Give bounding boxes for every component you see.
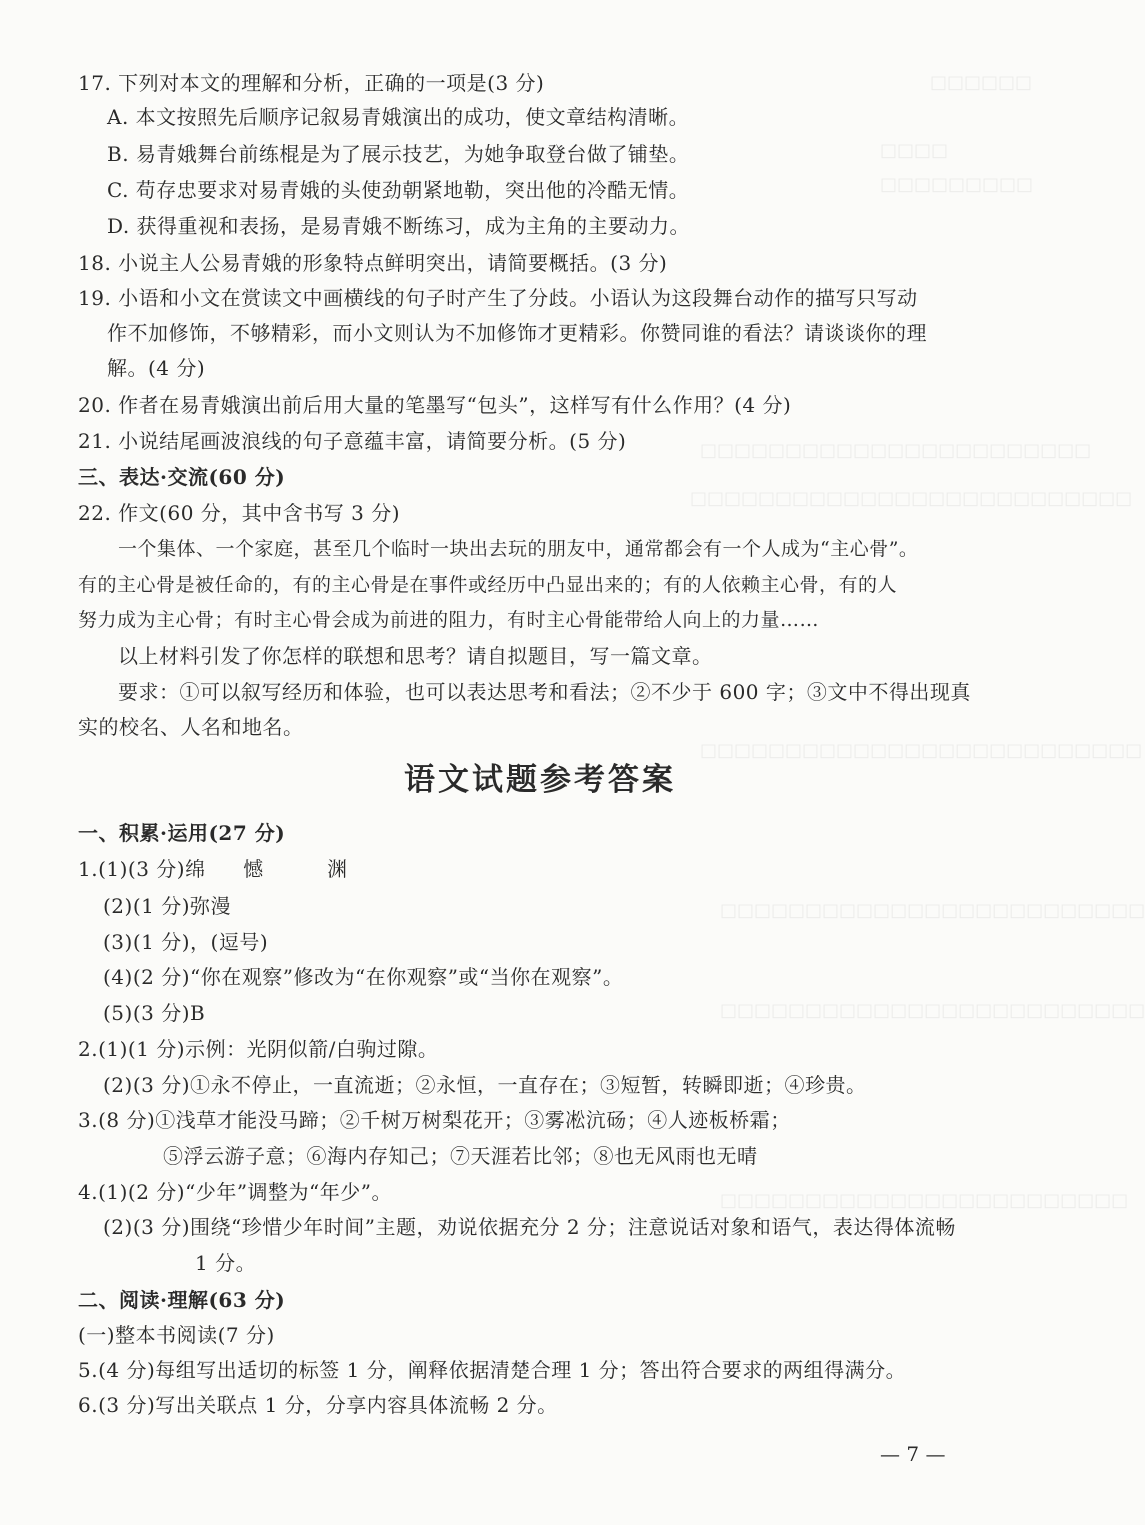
essay-requirements-line-1: 要求：①可以叙写经历和体验，也可以表达思考和看法；②不少于 600 字；③文中不得出现真 xyxy=(118,680,971,704)
answer-subsection-whole-book: (一)整本书阅读(7 分) xyxy=(78,1323,275,1347)
answer-key-title: 语文试题参考答案 xyxy=(404,762,676,798)
answer-1-1-word-3: 渊 xyxy=(327,857,348,881)
q17-option-a: A. 本文按照先后顺序记叙易青娥演出的成功，使文章结构清晰。 xyxy=(107,105,690,129)
answer-3-line-1: 3.(8 分)①浅草才能没马蹄；②千树万树梨花开；③雾凇沆砀；④人迹板桥霜； xyxy=(78,1108,791,1132)
answer-2-2: (2)(3 分)①永不停止，一直流逝；②永恒，一直存在；③短暂，转瞬即逝；④珍贵。 xyxy=(103,1073,867,1097)
essay-instruction: 以上材料引发了你怎样的联想和思考？请自拟题目，写一篇文章。 xyxy=(118,644,713,668)
answer-4-1: 4.(1)(2 分)“少年”调整为“年少”。 xyxy=(78,1180,392,1204)
q22-title: 22. 作文(60 分，其中含书写 3 分) xyxy=(78,501,401,525)
answer-6: 6.(3 分)写出关联点 1 分，分享内容具体流畅 2 分。 xyxy=(78,1393,558,1417)
answer-1-1-prefix: 1.(1)(3 分) xyxy=(78,857,186,881)
q19-line-3: 解。(4 分) xyxy=(107,356,206,380)
essay-requirements-line-2: 实的校名、人名和地名。 xyxy=(78,715,304,739)
answer-1-4: (4)(2 分)“你在观察”修改为“在你观察”或“当你在观察”。 xyxy=(103,965,624,989)
answer-1-5: (5)(3 分)B xyxy=(103,1001,206,1025)
answer-3-line-2: ⑤浮云游子意；⑥海内存知己；⑦天涯若比邻；⑧也无风雨也无晴 xyxy=(163,1144,758,1168)
answer-4-2-line-2: 1 分。 xyxy=(195,1251,257,1275)
answer-1-1-word-1: 绵 xyxy=(185,857,206,881)
answer-5: 5.(4 分)每组写出适切的标签 1 分，阐释依据清楚合理 1 分；答出符合要求的两组得满分。 xyxy=(78,1358,907,1382)
section3-heading: 三、表达·交流(60 分) xyxy=(78,465,286,489)
q21: 21. 小说结尾画波浪线的句子意蕴丰富，请简要分析。(5 分) xyxy=(78,429,627,453)
q20: 20. 作者在易青娥演出前后用大量的笔墨写“包头”，这样写有什么作用？(4 分) xyxy=(78,393,792,417)
answer-1-1-word-2: 憾 xyxy=(243,857,264,881)
q17-option-d: D. 获得重视和表扬，是易青娥不断练习，成为主角的主要动力。 xyxy=(107,214,691,238)
q19-line-2: 作不加修饰，不够精彩，而小文则认为不加修饰才更精彩。你赞同谁的看法？请谈谈你的理 xyxy=(107,321,927,345)
answer-2-1: 2.(1)(1 分)示例：光阴似箭/白驹过隙。 xyxy=(78,1037,439,1061)
q17-option-b: B. 易青娥舞台前练棍是为了展示技艺，为她争取登台做了铺垫。 xyxy=(107,142,690,166)
answer-section2-heading: 二、阅读·理解(63 分) xyxy=(78,1288,286,1312)
answer-4-2-line-1: (2)(3 分)围绕“珍惜少年时间”主题，劝说依据充分 2 分；注意说话对象和语气，表达得体流畅 xyxy=(103,1215,956,1239)
answer-section1-heading: 一、积累·运用(27 分) xyxy=(78,821,286,845)
essay-prompt-line-1: 一个集体、一个家庭，甚至几个临时一块出去玩的朋友中，通常都会有一个人成为“主心骨”。 xyxy=(118,538,919,560)
essay-prompt-line-2: 有的主心骨是被任命的，有的主心骨是在事件或经历中凸显出来的；有的人依赖主心骨，有的人 xyxy=(78,574,898,596)
answer-1-1 xyxy=(78,856,348,882)
q17-option-c: C. 苟存忠要求对易青娥的头使劲朝紧地勒，突出他的冷酷无情。 xyxy=(107,178,690,202)
page-number: — 7 — xyxy=(880,1442,946,1466)
answer-1-3: (3)(1 分)，(逗号) xyxy=(103,930,269,954)
essay-prompt-line-3: 努力成为主心骨；有时主心骨会成为前进的阻力，有时主心骨能带给人向上的力量…… xyxy=(78,609,820,631)
exam-page: □□□□□□ □□□□ □□□□□□□□□ □□□□□□□□□□□□□□□□□□□□□□□ □□□□□□□□□□□□□□□□□□□□□□□□□□ □□□□□□□□□□□□□□□□□□□□□□□□□□ □□□□□□□□□□□□□□□□□□□□□□□□□ □□□□□□□□□□□□□□□□□□□□□□□□□ □□□□□□□□□□□□□□□□□□□□□□□□ 17. 下列对本文的理解和分析，正确的一项是(3 分) A. 本文按照先后顺序记叙易青娥演出的成功，使文章结构清晰。 B. 易青娥舞台前练棍是为了展示技艺，为她争取登台做了铺垫。 C. 苟存忠要求对易青娥的头使劲朝紧地勒，突出他的冷酷无情。 D. 获得重视和表扬，是易青娥不断练习，成为主角的主要动力。 18. 小说主人公易青娥的形象特点鲜明突出，请简要概括。(3 分) 19. 小语和小文在赏读文中画横线的句子时产生了分歧。小语认为这段舞台动作的描写只写动 作不加修饰，不够精彩，而小文则认为不加修饰才更精彩。你赞同谁的看法？请谈谈你的理 解。(4 分) 20. 作者在易青娥演出前后用大量的笔墨写“包头”，这样写有什么作用？(4 分) 21. 小说结尾画波浪线的句子意蕴丰富，请简要分析。(5 分) 三、表达·交流(60 分) 22. 作文(60 分，其中含书写 3 分) 一个集体、一个家庭，甚至几个临时一块出去玩的朋友中，通常都会有一个人成为“主心骨”。 有的主心骨是被任命的，有的主心骨是在事件或经历中凸显出来的；有的人依赖主心骨，有的人 努力成为主心骨；有时主心骨会成为前进的阻力，有时主心骨能带给人向上的力量…… 以上材料引发了你怎样的联想和思考？请自拟题目，写一篇文章。 要求：①可以叙写经历和体验，也可以表达思考和看法；②不少于 600 字；③文中不得出现真 实的校名、人名和地名。 语文试题参考答案 一、积累·运用(27 分) 1.(1)(3 分)绵 憾 渊 (2)(1 分)弥漫 (3)(1 分)，(逗号) (4)(2 分)“你在观察”修改为“在你观察”或“当你在观察”。 (5)(3 分)B 2.(1)(1 分)示例：光阴似箭/白驹过隙。 (2)(3 分)①永不停止，一直流逝；②永恒，一直存在；③短暂，转瞬即逝；④珍贵。 3.(8 分)①浅草才能没马蹄；②千树万树梨花开；③雾凇沆砀；④人迹板桥霜； ⑤浮云游子意；⑥海内存知己；⑦天涯若比邻；⑧也无风雨也无晴 4.(1)(2 分)“少年”调整为“年少”。 (2)(3 分)围绕“珍惜少年时间”主题，劝说依据充分 2 分；注意说话对象和语气，表达得体流畅 1 分。 二、阅读·理解(63 分) (一)整本书阅读(7 分) 5.(4 分)每组写出适切的标签 1 分，阐释依据清楚合理 1 分；答出符合要求的两组得满分。 6.(3 分)写出关联点 1 分，分享内容具体流畅 2 分。 — 7 — xyxy=(0,0,1080,1525)
q17-stem: 17. 下列对本文的理解和分析，正确的一项是(3 分) xyxy=(78,71,545,95)
answer-1-2: (2)(1 分)弥漫 xyxy=(103,894,232,918)
q18: 18. 小说主人公易青娥的形象特点鲜明突出，请简要概括。(3 分) xyxy=(78,251,668,275)
q19-line-1: 19. 小语和小文在赏读文中画横线的句子时产生了分歧。小语认为这段舞台动作的描写只写动 xyxy=(78,286,918,310)
